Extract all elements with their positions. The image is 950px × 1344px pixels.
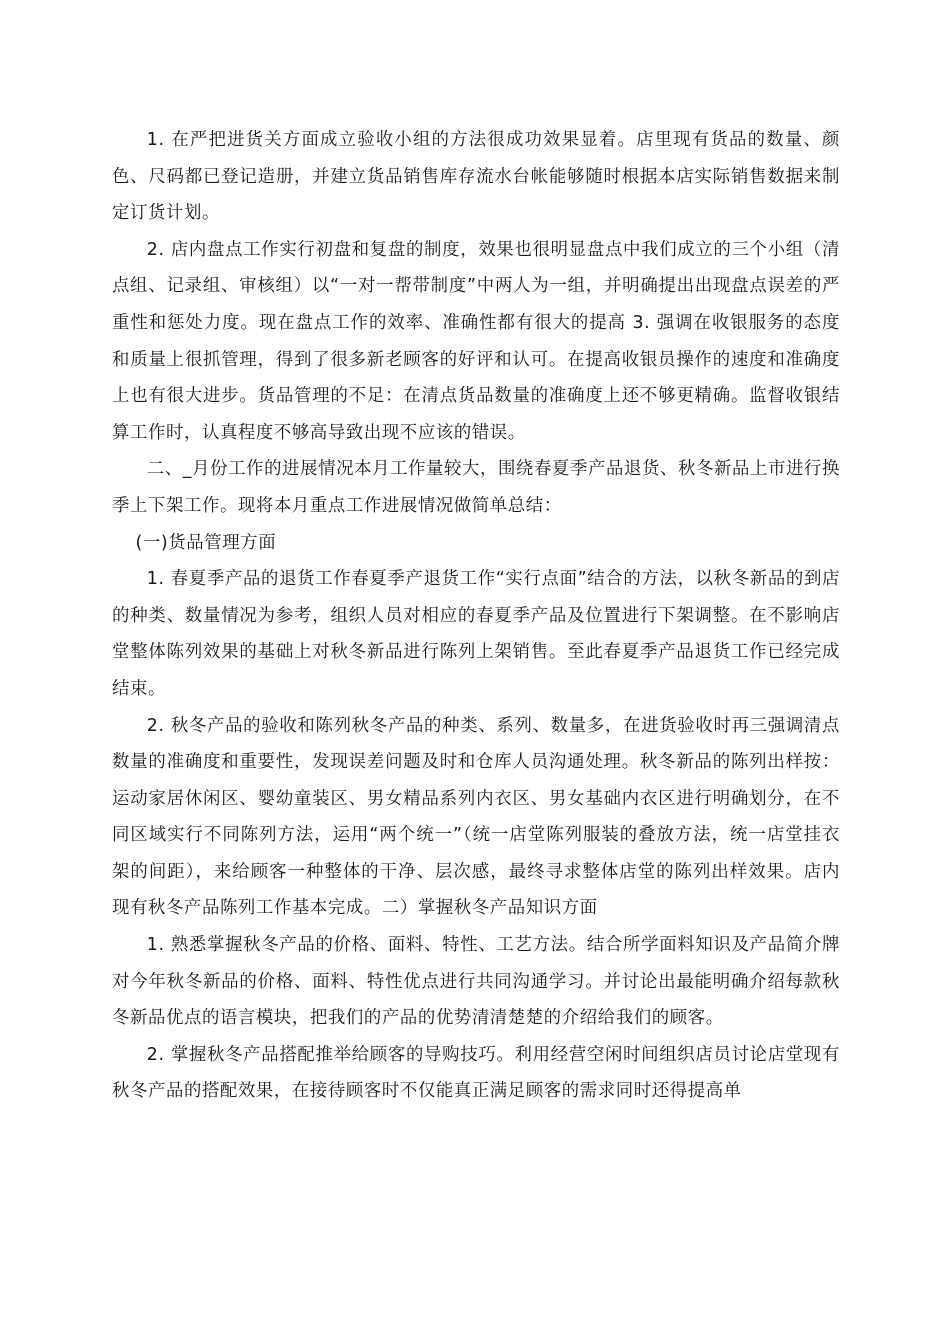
document-body	[112, 122, 840, 1110]
paragraph-product-knowledge: 1. 熟悉掌握秋冬产品的价格、面料、特性、工艺方法。结合所学面料知识及产品简介牌对今年秋冬新品的价格、面料、特性优点进行共同沟通学习。并讨论出最能明确介绍每款秋冬新品优点的语言模块，把我们的产品的优势清清楚楚的介绍给我们的顾客。	[112, 935, 840, 1029]
paragraph-receiving-group: 1. 在严把进货关方面成立验收小组的方法很成功效果显着。店里现有货品的数量、颜色、尺码都已登记造册，并建立货品销售库存流水台帐能够随时根据本店实际销售数据来制定订货计划。	[112, 130, 840, 224]
paragraph-autumn-winter-display: 2. 秋冬产品的验收和陈列秋冬产品的种类、系列、数量多，在进货验收时再三强调清点数量的准确度和重要性，发现误差问题及时和仓库人员沟通处理。秋冬新品的陈列出样按：运动家居休闲区、婴幼童装区、男女精品系列内衣区、男女基础内衣区进行明确划分，在不同区域实行不同陈列方法，运用“两个统一”（统一店堂陈列服装的叠放方法，统一店堂挂衣架的间距），来给顾客一种整体的干净、层次感，最终寻求整体店堂的陈列出样效果。店内现有秋冬产品陈列工作基本完成。二）掌握秋冬产品知识方面	[112, 715, 840, 919]
paragraph-monthly-progress: 二、_月份工作的进展情况本月工作量较大，围绕春夏季产品退货、秋冬新品上市进行换季上下架工作。现将本月重点工作进展情况做简单总结：	[112, 459, 840, 516]
section-heading-goods-management: (一)货品管理方面	[135, 532, 277, 553]
paragraph-sales-techniques: 2. 掌握秋冬产品搭配推举给顾客的导购技巧。利用经营空闲时间组织店员讨论店堂现有秋冬产品的搭配效果，在接待顾客时不仅能真正满足顾客的需求同时还得提高单	[112, 1044, 840, 1102]
paragraph-inventory-count: 2. 店内盘点工作实行初盘和复盘的制度，效果也很明显盘点中我们成立的三个小组（清点组、记录组、审核组）以“一对一帮带制度”中两人为一组，并明确提出出现盘点误差的严重性和惩处力度。现在盘点工作的效率、准确性都有很大的提高 3. 强调在收银服务的态度和质量上很抓管理，得到了很多新老顾客的好评和认可。在提高收银员操作的速度和准确度上也有很大进步。货品管理的不足：在清点货品数量的准确度上还不够更精确。监督收银结算工作时，认真程度不够高导致出现不应该的错误。	[112, 239, 840, 443]
paragraph-spring-summer-returns: 1. 春夏季产品的退货工作春夏季产退货工作“实行点面”结合的方法，以秋冬新品的到店的种类、数量情况为参考，组织人员对相应的春夏季产品及位置进行下架调整。在不影响店堂整体陈列效果的基础上对秋冬新品进行陈列上架销售。至此春夏季产品退货工作已经完成结束。	[112, 569, 840, 699]
